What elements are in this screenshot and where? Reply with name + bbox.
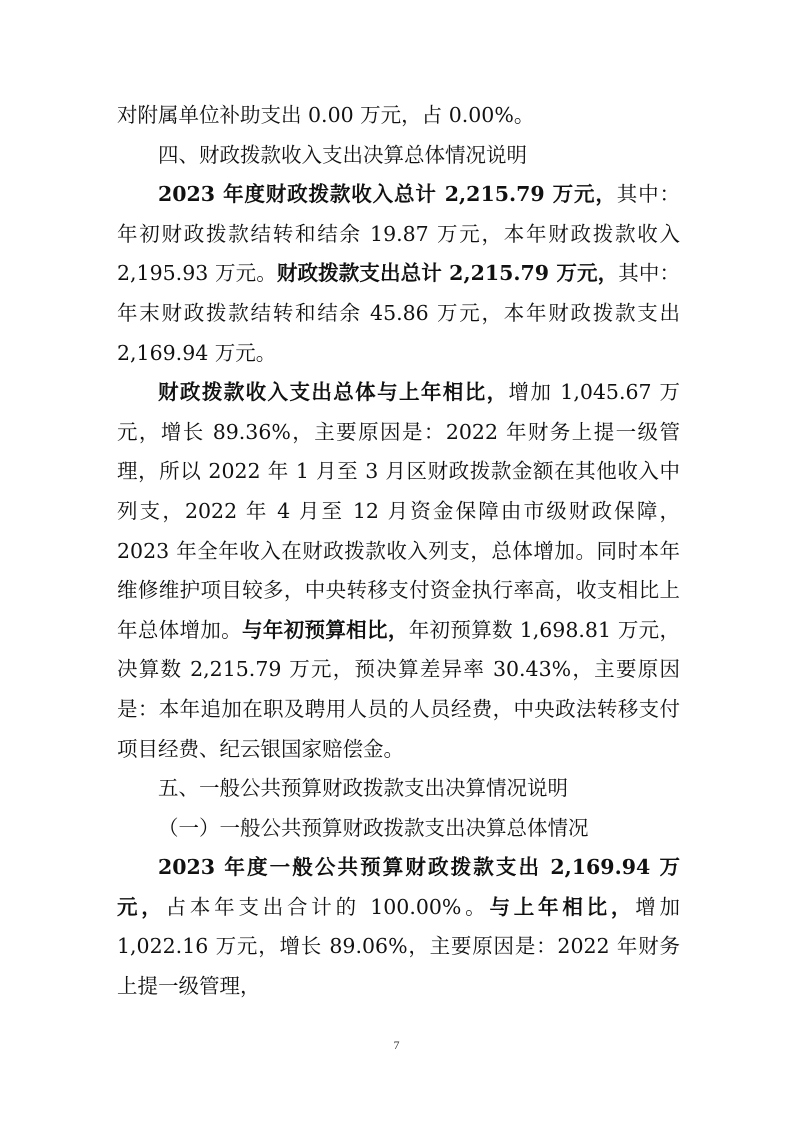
page-number: 7 [393, 1038, 400, 1052]
heading-5-text: 五、一般公共预算财政拨款支出决算情况说明 [158, 776, 568, 801]
paragraph-subsidy [117, 96, 680, 136]
paragraph-income-expense-total [117, 175, 680, 373]
section-heading-5 [117, 769, 680, 809]
text-general-year-comparison: 增加 1,022.16 万元，增长 89.06%，主要原因是：2022 年财务上提一级管理， [117, 894, 681, 999]
text-subsidy: 对附属单位补助支出 0.00 万元，占 0.00%。 [117, 103, 535, 127]
text-year-comparison: 增加 1,045.67 万元，增长 89.36%，主要原因是：2022 年财务上提一级管理，所以 2022 年 1 月至 3 月区财政拨款金额在其他收入中列支，2022 年 4 月至 12 月资金保障由市级财政保障，2023 年全年收入在财政拨款收入列支，总体增加。同时本年维修维护项目较多，中央转移支付资金执行率高，收支相比上年总体增加。 [117, 380, 681, 642]
heading-5-1-text: （一）一般公共预算财政拨款支出决算总体情况 [158, 815, 589, 840]
paragraph-general-budget [117, 848, 680, 1006]
subsection-heading-5-1 [117, 809, 680, 849]
bold-year-comparison: 财政拨款收入支出总体与上年相比， [158, 380, 509, 405]
bold-expense-total: 财政拨款支出总计 2,215.79 万元， [276, 261, 619, 286]
bold-general-year-comparison: 与上年相比， [489, 894, 636, 919]
body-text [117, 96, 680, 1007]
paragraph-comparison [117, 373, 680, 769]
text-budget-comparison: 年初预算数 1,698.81 万元，决算数 2,215.79 万元，预决算差异率 30.43%，主要原因是：本年追加在职及聘用人员的人员经费，中央政法转移支付项目经费、纪云银国家赔偿金。 [117, 617, 681, 761]
heading-4-text: 四、财政拨款收入支出决算总体情况说明 [158, 142, 527, 167]
section-heading-4 [117, 136, 680, 176]
text-general-budget-share: 占本年支出合计的 100.00%。 [165, 894, 490, 919]
text-expense-detail: 其中：年末财政拨款结转和结余 45.86 万元，本年财政拨款支出 2,169.94 万元。 [117, 261, 680, 365]
text-income-detail: 其中：年初财政拨款结转和结余 19.87 万元，本年财政拨款收入 2,195.93 万元。 [117, 182, 681, 286]
bold-general-budget-total: 2023 年度一般公共预算财政拨款支出 2,169.94 万元， [117, 855, 680, 919]
bold-income-total: 2023 年度财政拨款收入总计 2,215.79 万元， [158, 182, 617, 207]
bold-budget-comparison: 与年初预算相比， [242, 617, 409, 642]
